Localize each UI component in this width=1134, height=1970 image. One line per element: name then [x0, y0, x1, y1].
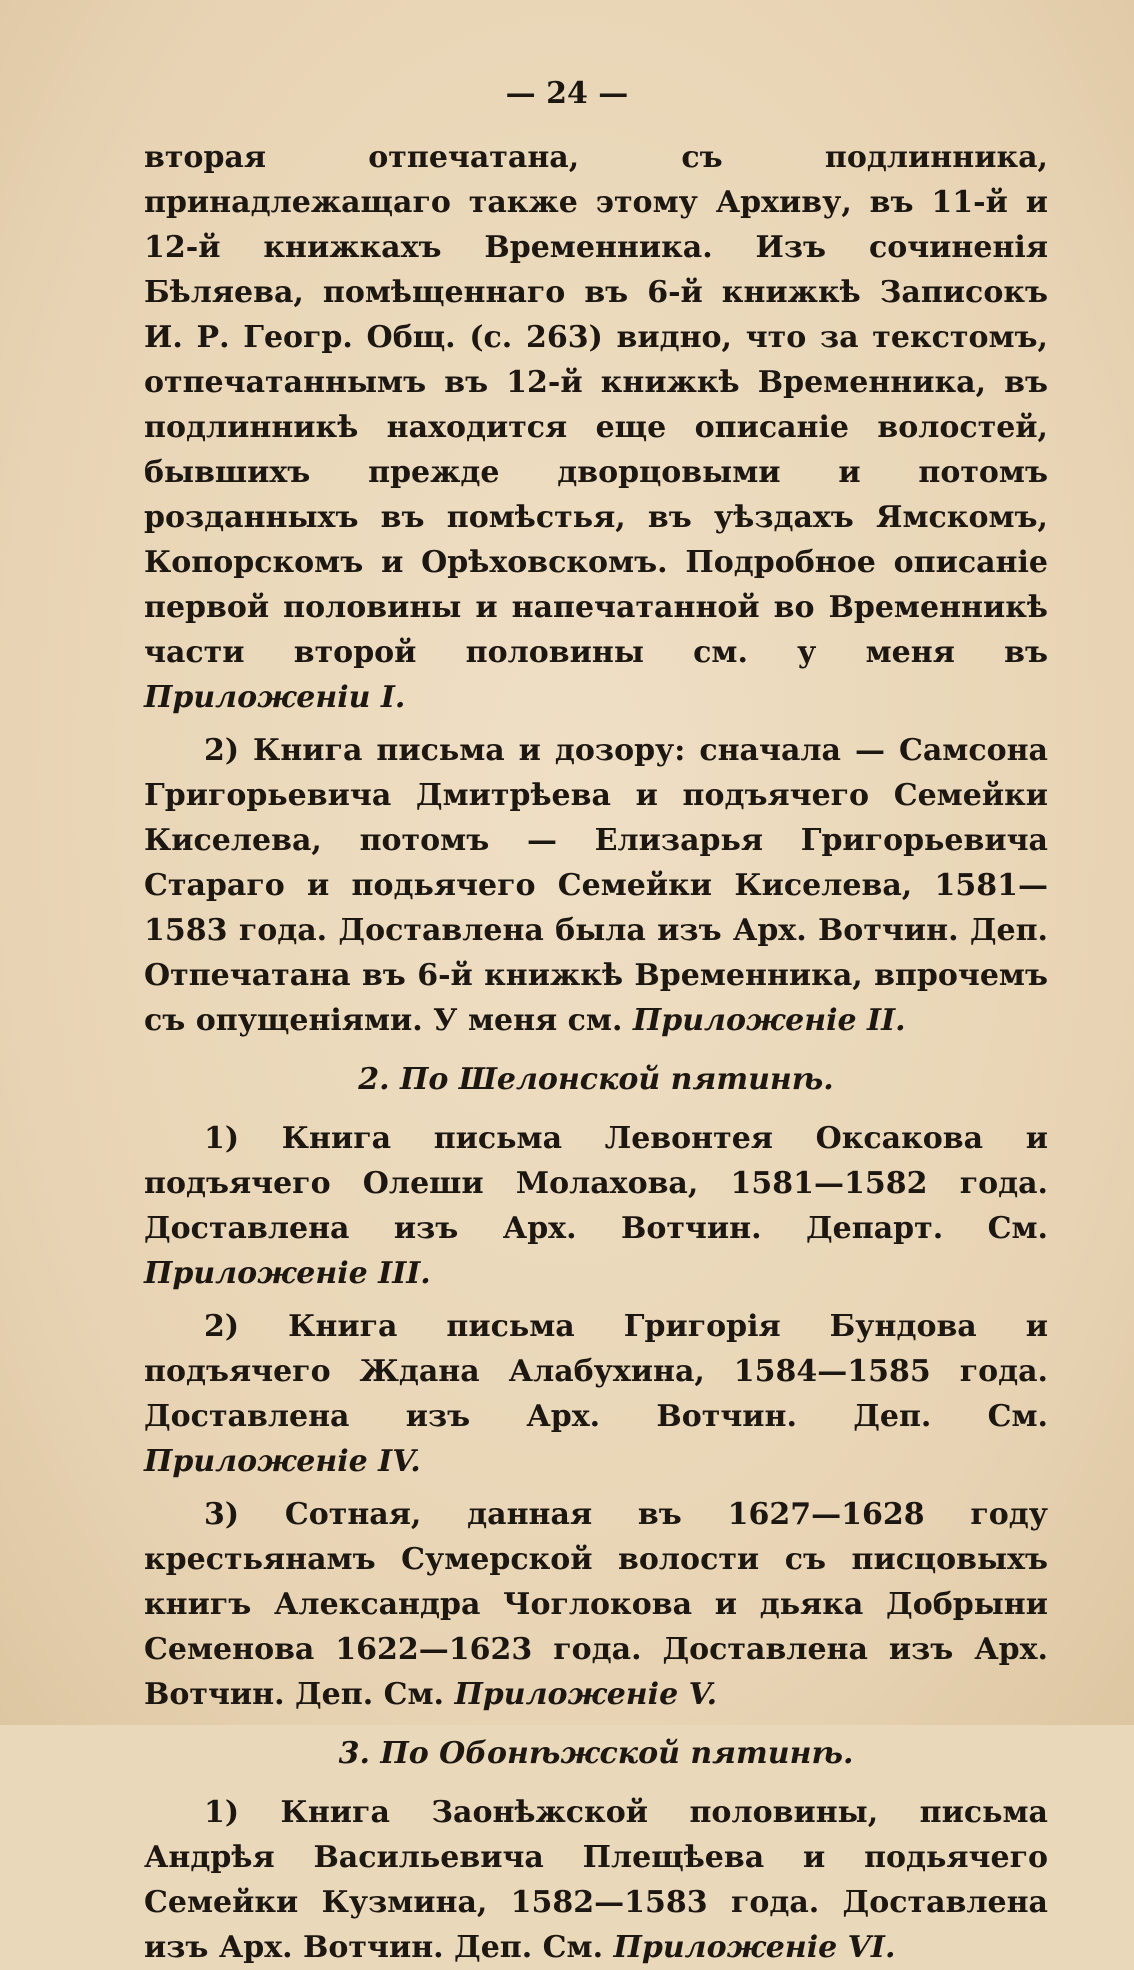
appendix-reference: Приложеніи I.: [144, 680, 406, 715]
appendix-reference: Приложеніе II.: [632, 1003, 906, 1038]
page-body: [144, 135, 1048, 1970]
paragraph-obonezh-1: [144, 1790, 1048, 1970]
appendix-reference: Приложеніе VI.: [613, 1930, 896, 1965]
appendix-reference: Приложеніе V.: [454, 1677, 718, 1712]
page-number: — 24 —: [505, 76, 629, 111]
appendix-reference: Приложеніе IV.: [144, 1444, 421, 1479]
paragraph-text: 1) Книга Заонѣжской половины, письма Андрѣя Васильевича Плещѣева и подьячего Семейки Кузмина, 1582—1583 года. Доставлена изъ Арх. Вотчин. Деп. См.: [144, 1795, 1048, 1965]
paragraph-continuation: [144, 135, 1048, 720]
paragraph-shelon-1: [144, 1116, 1048, 1296]
paragraph-shelon-2: [144, 1304, 1048, 1484]
paragraph-shelon-3: [144, 1492, 1048, 1717]
paragraph-text: 2) Книга письма и дозору: сначала — Самсона Григорьевича Дмитрѣева и подъячего Семейки Киселева, потомъ — Елизарья Григорьевича Стараго и подьячего Семейки Киселева, 1581—1583 года. Доставлена была изъ Арх. Вотчин. Деп. Отпечатана въ 6-й книжкѣ Временника, впрочемъ съ опущеніями. У меня см.: [144, 733, 1048, 1038]
appendix-reference: Приложеніе III.: [144, 1256, 431, 1291]
paragraph-book-2: [144, 728, 1048, 1043]
paragraph-text: 2) Книга письма Григорія Бундова и подъячего Ждана Алабухина, 1584—1585 года. Доставлена изъ Арх. Вотчин. Деп. См.: [144, 1309, 1048, 1434]
paragraph-text: вторая отпечатана, съ подлинника, принадлежащаго также этому Архиву, въ 11-й и 12-й книжкахъ Временника. Изъ сочиненія Бѣляева, помѣщеннаго въ 6-й книжкѣ Записокъ И. Р. Геогр. Общ. (с. 263) видно, что за текстомъ, отпечатаннымъ въ 12-й книжкѣ Временника, въ подлинникѣ находится еще описаніе волостей, бывшихъ прежде дворцовыми и потомъ розданныхъ въ помѣстья, въ уѣздахъ Ямскомъ, Копорскомъ и Орѣховскомъ. Подробное описаніе первой половины и напечатанной во Временникѣ части второй половины см. у меня въ: [144, 140, 1048, 670]
paragraph-text: 3) Сотная, данная въ 1627—1628 году крестьянамъ Сумерской волости съ писцовыхъ книгъ Александра Чоглокова и дьяка Добрыни Семенова 1622—1623 года. Доставлена изъ Арх. Вотчин. Деп. См.: [144, 1497, 1048, 1712]
section-heading-obonezh: 3. По Обонѣжской пятинѣ.: [338, 1736, 854, 1771]
paragraph-text: 1) Книга письма Левонтея Оксакова и подъячего Олеши Молахова, 1581—1582 года. Доставлена изъ Арх. Вотчин. Департ. См.: [144, 1121, 1048, 1246]
section-heading-shelon: 2. По Шелонской пятинѣ.: [358, 1062, 834, 1097]
